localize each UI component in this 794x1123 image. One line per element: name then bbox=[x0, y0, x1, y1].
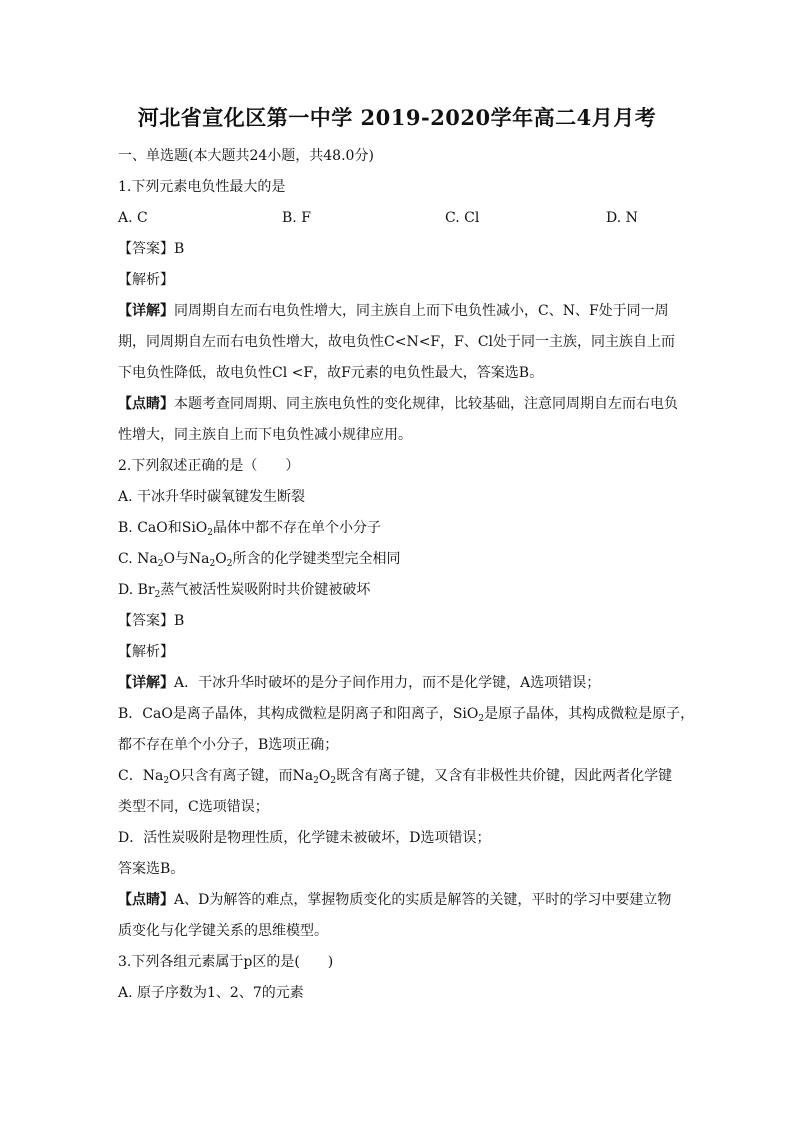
q2-detail-b: B．CaO是离子晶体，其构成微粒是阴离子和阳离子，SiO$_2$是原子晶体，其构成微粒是原子， bbox=[118, 706, 695, 724]
q2-remark-label: 【点睛】 bbox=[118, 892, 174, 908]
q3-stem: 3.下列各组元素属于p区的是( ) bbox=[118, 954, 334, 970]
q1-detail-label: 【详解】 bbox=[118, 303, 174, 319]
q1-option-d: D. N bbox=[606, 210, 638, 226]
q1-remark-label: 【点睛】 bbox=[118, 396, 174, 412]
q2-conclusion: 答案选B。 bbox=[118, 861, 185, 877]
q2-stem: 2.下列叙述正确的是（ ） bbox=[118, 458, 300, 474]
q2-detail-b-cont: 都不存在单个小分子，B选项正确； bbox=[118, 737, 339, 753]
q2-option-c: C. $Na_2O$与$Na_2O_2$所含的化学键类型完全相同 bbox=[118, 551, 401, 569]
q3-option-a: A. 原子序数为1、2、7的元素 bbox=[118, 985, 304, 1001]
q1-option-c: C. Cl bbox=[445, 210, 480, 226]
section-heading: 一、单选题(本大题共24小题，共48.0分) bbox=[118, 148, 374, 164]
q2-option-a: A. 干冰升华时碳氧键发生断裂 bbox=[118, 489, 306, 505]
q1-detail-line-2: 期，同周期自左而右电负性增大，故电负性C<N<F，F、Cl处于同一主族，同主族自上而 bbox=[118, 334, 676, 350]
q1-detail-line-3: 下电负性降低，故电负性Cl <F，故F元素的电负性最大，答案选B。 bbox=[118, 365, 544, 381]
q2-detail-a: 【详解】A．干冰升华时破坏的是分子间作用力，而不是化学键，A选项错误； bbox=[118, 675, 601, 691]
q2-answer: 【答案】B bbox=[118, 613, 185, 629]
q1-answer: 【答案】B bbox=[118, 241, 185, 257]
q2-detail-label: 【详解】 bbox=[118, 675, 174, 691]
q1-remark-line-2: 性增大，同主族自上而下电负性减小规律应用。 bbox=[118, 427, 412, 443]
q1-analysis-heading: 【解析】 bbox=[118, 272, 174, 288]
q1-detail-line-1: 【详解】同周期自左而右电负性增大，同主族自上而下电负性减小，C、N、F处于同一周 bbox=[118, 303, 669, 319]
q2-option-b: B. CaO和SiO$_2$晶体中都不存在单个小分子 bbox=[118, 520, 382, 538]
q1-option-a: A. C bbox=[118, 210, 148, 226]
q2-remark-line-2: 质变化与化学键关系的思维模型。 bbox=[118, 923, 328, 939]
q2-remark-line-1: 【点睛】A、D为解答的难点，掌握物质变化的实质是解答的关键，平时的学习中要建立物 bbox=[118, 892, 672, 908]
q2-option-d: D. $Br_2$蒸气被活性炭吸附时共价键被破坏 bbox=[118, 582, 371, 600]
q2-analysis-heading: 【解析】 bbox=[118, 644, 174, 660]
q1-remark-line-1: 【点睛】本题考查同周期、同主族电负性的变化规律，比较基础，注意同周期自左而右电负 bbox=[118, 396, 678, 412]
q1-stem: 1.下列元素电负性最大的是 bbox=[118, 179, 286, 195]
q2-detail-c: C．$Na_2O$只含有离子键，而$Na_2O_2$既含有离子键，又含有非极性共价键，因此两者化学键 bbox=[118, 768, 673, 786]
q2-detail-d: D．活性炭吸附是物理性质，化学键未被破坏，D选项错误； bbox=[118, 830, 491, 846]
q1-option-b: B. F bbox=[282, 210, 311, 226]
page-title: 河北省宣化区第一中学 2019-2020学年高二4月月考 bbox=[137, 105, 657, 130]
q2-detail-c-cont: 类型不同，C选项错误； bbox=[118, 799, 269, 815]
